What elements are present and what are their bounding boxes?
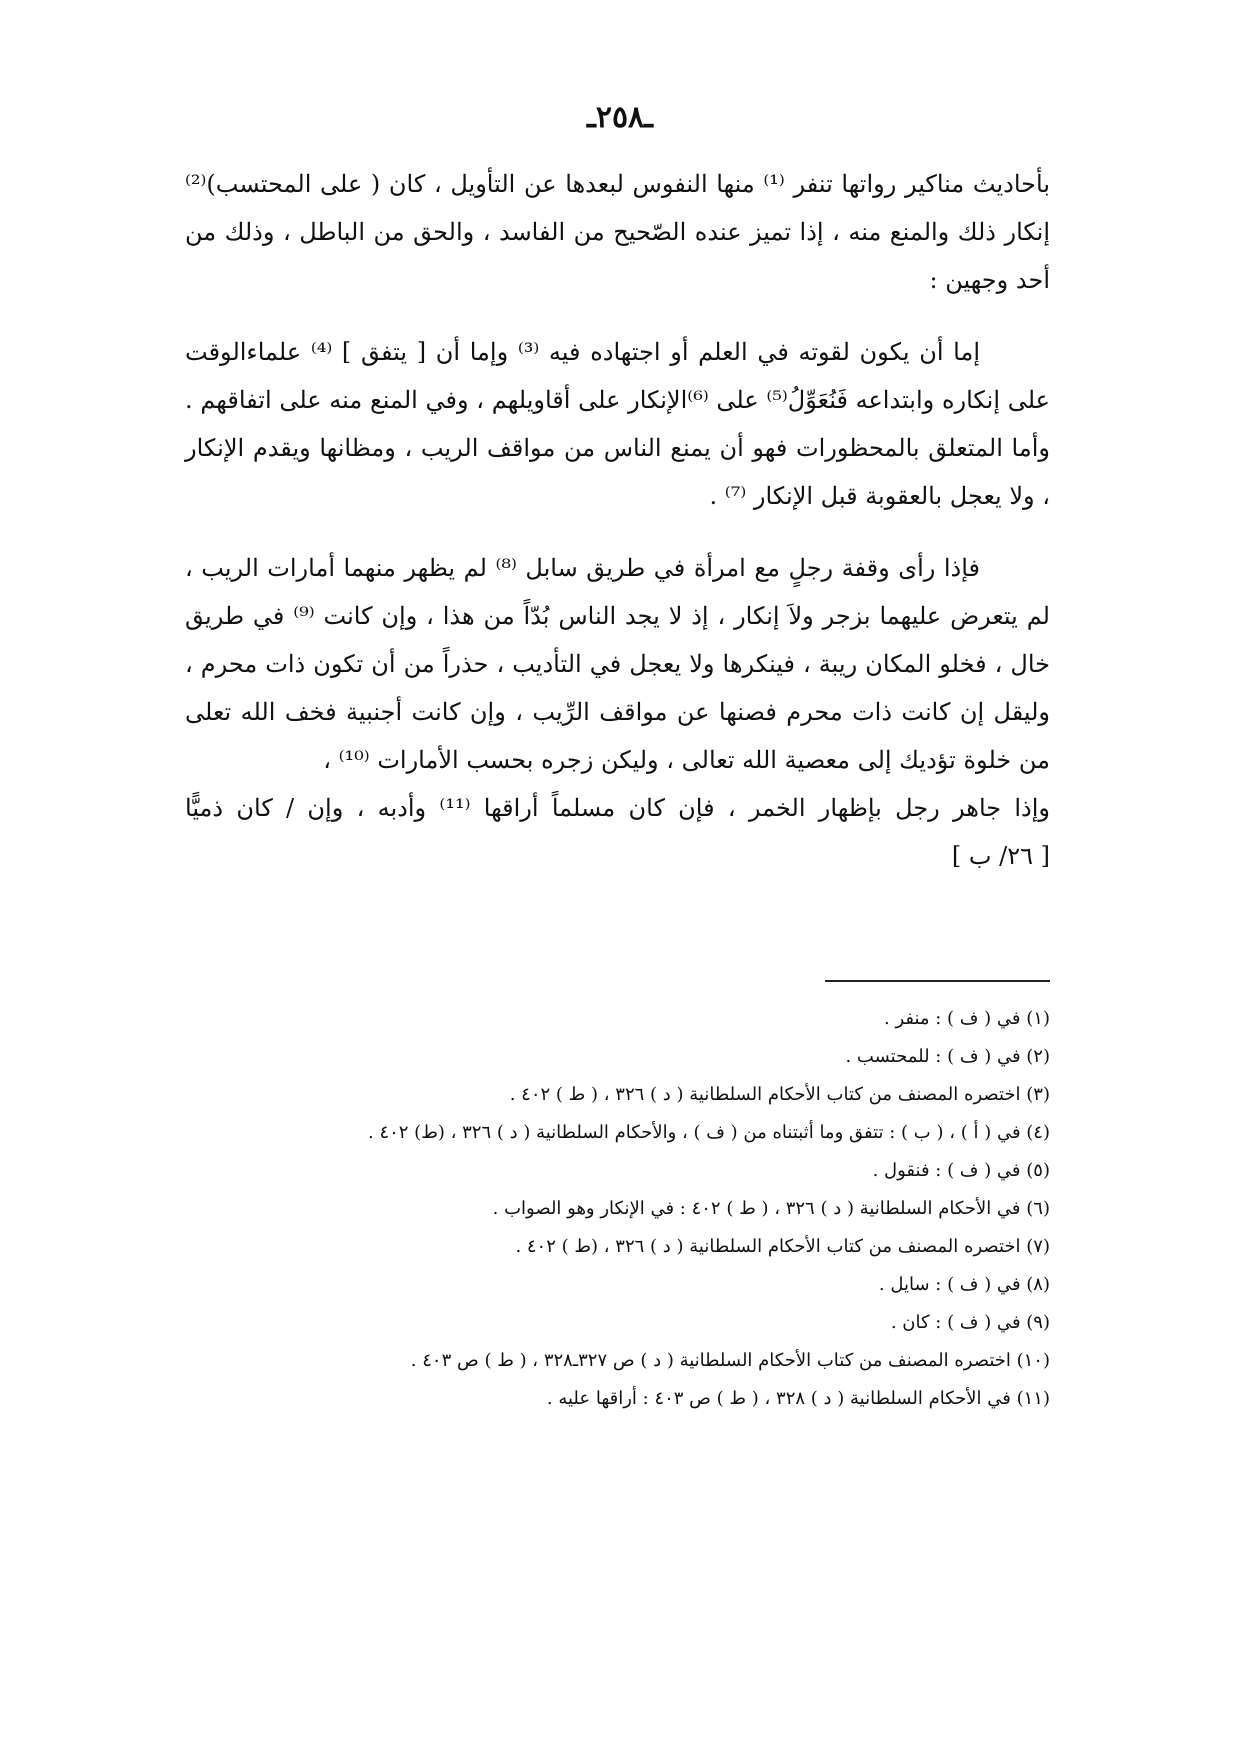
footnote-divider xyxy=(825,980,1050,982)
folio-marker: [ ٢٦/ ب ] xyxy=(951,842,1050,870)
paragraph-2: إما أن يكون لقوته في العلم أو اجتهاده فيه ⁽³⁾ وإما أن [ يتفق ] ⁽⁴⁾ علماءالوقت على إنكاره وابتداعه فَنُعَوِّلُ⁽⁵⁾ على ⁽⁶⁾الإنكار على أقاويلهم ، وفي المنع منه على اتفاقهم . وأما المتعلق بالمحظورات فهو أن يمنع الناس من مواقف الريب ، ومظانها ويقدم الإنكار ، ولا يعجل بالعقوبة قبل الإنكار ⁽⁷⁾ . xyxy=(185,338,1050,510)
footnote-1: (١) في ( ف ) : منفر . xyxy=(884,1008,1050,1029)
paragraph-4 xyxy=(185,784,1050,880)
paragraph-1: بأحاديث مناكير رواتها تنفر ⁽¹⁾ منها النفوس لبعدها عن التأويل ، كان ( على المحتسب)⁽²⁾ إنكار ذلك والمنع منه ، إذا تميز عنده الصّحيح من الفاسد ، والحق من الباطل ، وذلك من أحد وجهين : xyxy=(185,170,1050,294)
footnote-10: (١٠) اختصره المصنف من كتاب الأحكام السلطانية ( د ) ص ٣٢٧ـ٣٢٨ ، ( ط ) ص ٤٠٣ . xyxy=(410,1350,1050,1371)
footnote-6: (٦) في الأحكام السلطانية ( د ) ٣٢٦ ، ( ط ) ٤٠٢ : في الإنكار وهو الصواب . xyxy=(492,1198,1050,1219)
page-number: ـ٢٥٨ـ xyxy=(587,100,653,135)
paragraph-3: فإذا رأى وقفة رجلٍ مع امرأة في طريق سابل ⁽⁸⁾ لم يظهر منهما أمارات الريب ، لم يتعرض عليهما بزجر ولاَ إنكار ، إذ لا يجد الناس بُدّاً من هذا ، وإن كانت ⁽⁹⁾ في طريق خال ، فخلو المكان ريبة ، فينكرها ولا يعجل في التأديب ، حذراً من أن تكون ذات محرم ، وليقل إن كانت ذات محرم فصنها عن مواقف الرِّيب ، وإن كانت أجنبية فخف الله تعلى من خلوة تؤديك إلى معصية الله تعالى ، وليكن زجره بحسب الأمارات ⁽¹⁰⁾ ، xyxy=(185,554,1050,774)
footnote-5: (٥) في ( ف ) : فنقول . xyxy=(872,1160,1050,1181)
footnote-11: (١١) في الأحكام السلطانية ( د ) ٣٢٨ ، ( ط ) ص ٤٠٣ : أراقها عليه . xyxy=(546,1388,1050,1409)
footnotes xyxy=(185,1000,1050,1418)
footnote-4: (٤) في ( أ ) ، ( ب ) : تتفق وما أثبتناه من ( ف ) ، والأحكام السلطانية ( د ) ٣٢٦ ، (ط) ٤٠٢ . xyxy=(367,1122,1050,1143)
footnote-2: (٢) في ( ف ) : للمحتسب . xyxy=(845,1046,1050,1067)
footnote-8: (٨) في ( ف ) : سايل . xyxy=(878,1274,1050,1295)
main-text xyxy=(185,160,1050,880)
footnote-9: (٩) في ( ف ) : كان . xyxy=(890,1312,1050,1333)
footnote-3: (٣) اختصره المصنف من كتاب الأحكام السلطانية ( د ) ٣٢٦ ، ( ط ) ٤٠٢ . xyxy=(509,1084,1050,1105)
paragraph-4-text: وإذا جاهر رجل بإظهار الخمر ، فإن كان مسلماً أراقها ⁽¹¹⁾ وأدبه ، وإن / كان ذميًّا xyxy=(185,794,1050,822)
footnote-7: (٧) اختصره المصنف من كتاب الأحكام السلطانية ( د ) ٣٢٦ ، (ط ) ٤٠٢ . xyxy=(515,1236,1050,1257)
